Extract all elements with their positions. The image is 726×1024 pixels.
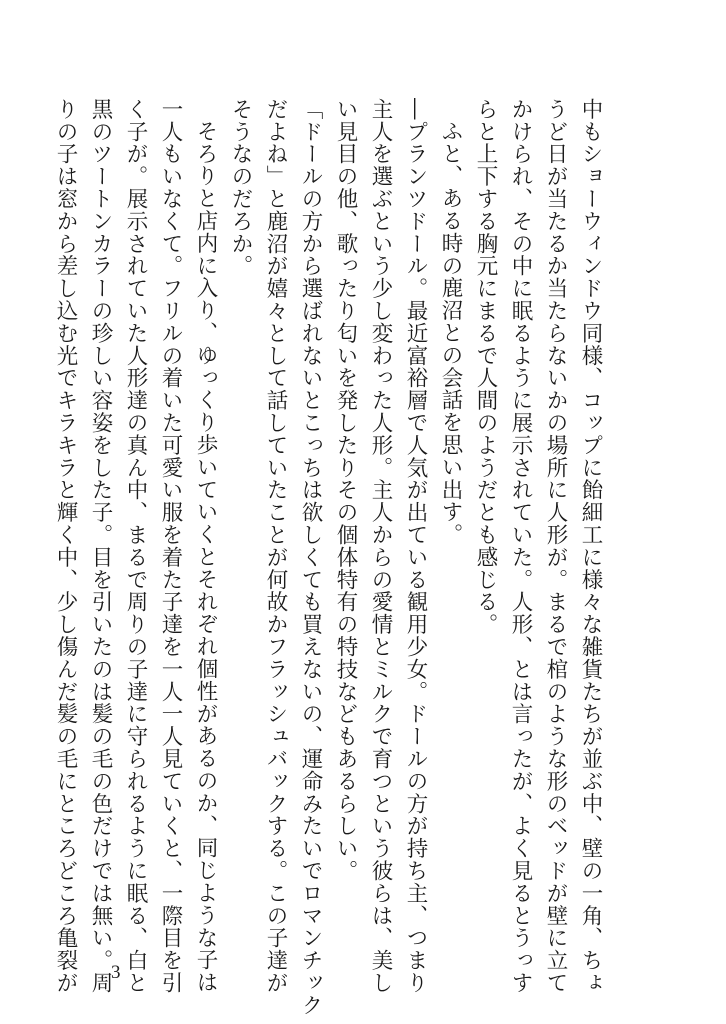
text-line: そうなのだろか。 [228,98,253,278]
text-line: 中もショーウィンドウ同様、コップに飴細工に様々な雑貨たちが並ぶ中、壁の一角、ちょ [578,98,603,994]
text-line: かけられ、その中に眠るように展示されていた。人形、とは言ったが、よく見るとうっす [508,98,533,994]
text-line: ふと、ある時の鹿沼との会話を思い出す。 [438,119,463,546]
text-line: い見目の他、歌ったり匂いを発したりその個体特有の特技などもあるらしい。 [333,98,358,882]
text-line: 「ドールの方から選ばれないとこっちは欲しくても買えないの、運命みたいでロマンチック [298,98,323,1017]
text-line: だよね」と鹿沼が嬉々として話していたことが何故かフラッシュバックする。この子達が [263,98,288,994]
text-line: そろりと店内に入り、ゆっくり歩いていくとそれぞれ個性があるのか、同じような子は [193,119,218,994]
text-line: りの子は窓から差し込む光でキラキラと輝く中、少し傷んだ髪の毛にところどころ亀裂が [53,98,78,994]
text-line: らと上下する胸元にまるで人間のようだとも感じる。 [473,98,498,636]
page-number: 3 [111,962,121,983]
text-line: 主人を選ぶという少し変わった人形。主人からの愛情とミルクで育つという彼らは、美し [368,98,393,994]
body-text [48,98,608,1017]
text-line: 黒のツートンカラーの珍しい容姿をした子。目を引いたのは髪の毛の色だけでは無い。周 [88,98,113,994]
text-line: うど日が当たるか当たらないかの場所に人形が。まるで棺のような形のベッドが壁に立て [543,98,568,994]
text-line: く子が。展示されていた人形達の真ん中、まるで周りの子達に守られるように眠る、白と [123,98,148,994]
text-line: ―プランツドール。最近富裕層で人気が出ている観用少女。ドールの方が持ち主、つまり [403,98,428,994]
text-line: 一人もいなくて。フリルの着いた可愛い服を着た子達を一人一人見ていくと、一際目を引 [158,98,183,994]
